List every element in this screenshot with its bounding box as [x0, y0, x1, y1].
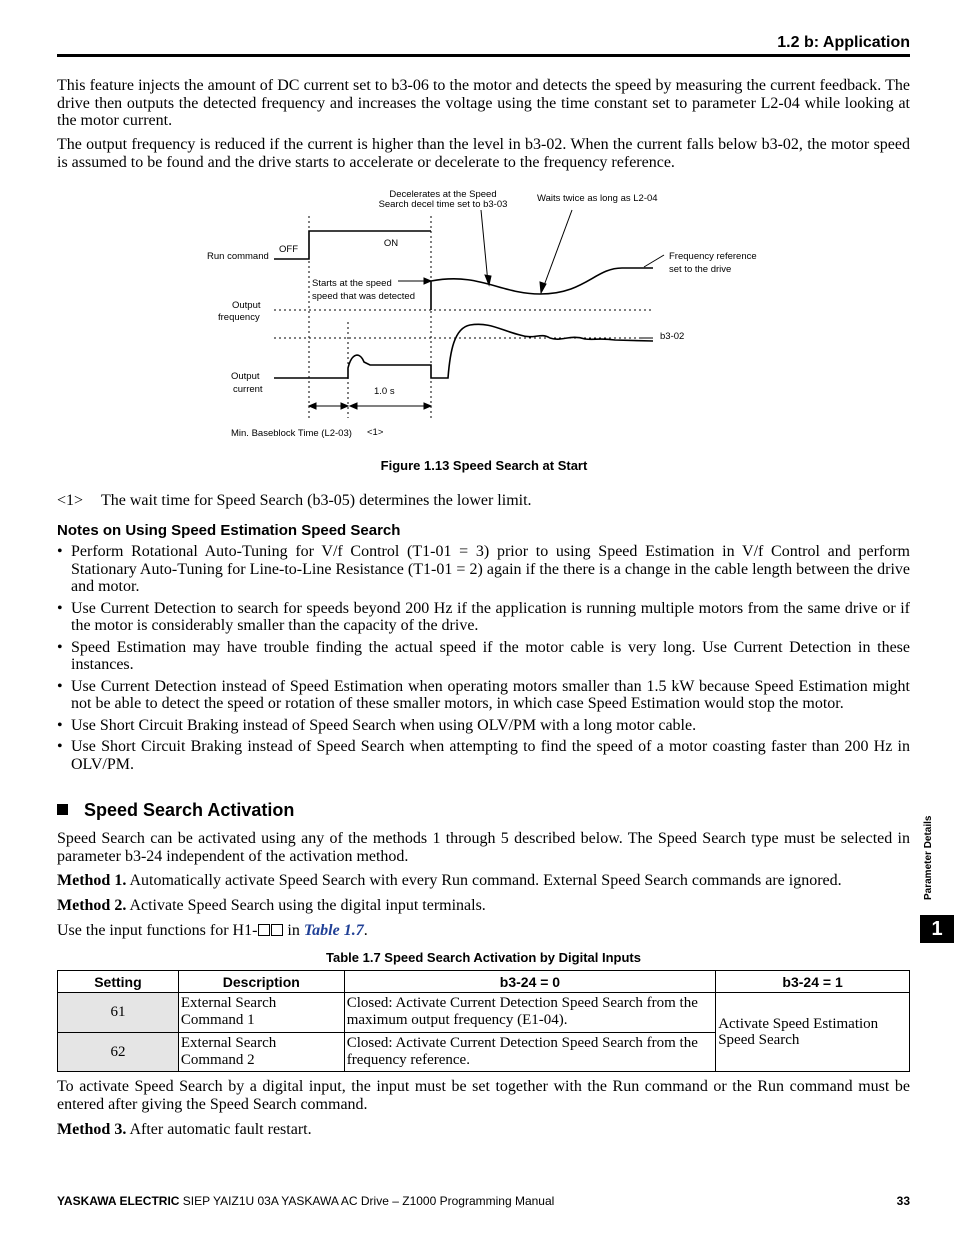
label-decel-line2: Search decel time set to b3-03 — [378, 199, 508, 210]
intro-paragraph-2: The output frequency is reduced if the current is higher than the level in b3-02. When the current falls below b3-02, the motor speed is assumed to be found and the drive starts to accelerate or decelerate to the frequency reference. — [57, 136, 910, 171]
table-cell-setting: 61 — [58, 993, 179, 1033]
table-header-b3-24-1: b3-24 = 1 — [716, 971, 910, 993]
label-starts-line2: speed that was detected — [312, 291, 415, 302]
one-second-arrow-right — [424, 403, 431, 409]
digital-input-paragraph: To activate Speed Search by a digital input, the input must be set together with the Run command or the Run command must be entered after giving the Speed Search command. — [57, 1078, 910, 1113]
table-header-setting: Setting — [58, 971, 179, 993]
label-output-freq-line1: Output — [232, 300, 261, 311]
side-section-label: Parameter Details — [923, 815, 934, 900]
method-3-text: After automatic fault restart. — [126, 1121, 312, 1138]
input-functions-suffix: . — [363, 922, 368, 939]
list-item: • Use Current Detection instead of Speed Estimation when operating motors smaller than 1.5 kW because Speed Estimation might not be able to detect the speed or rotation of these smaller motors, in which case Speed Estimation would stop the motor. — [57, 678, 910, 713]
table-cell-setting: 62 — [58, 1033, 179, 1072]
method-3-label: Method 3. — [57, 1121, 127, 1138]
label-note-ref: <1> — [367, 427, 384, 438]
baseblock-arrow-right — [341, 403, 348, 409]
footer-text: SIEP YAIZ1U 03A YASKAWA AC Drive – Z1000 Programming Manual — [179, 1194, 555, 1208]
table-cell-b3-24-0: Closed: Activate Current Detection Speed Search from the maximum output frequency (E1-04). — [344, 993, 715, 1033]
section-heading — [57, 800, 294, 821]
footer-brand: YASKAWA ELECTRIC — [57, 1194, 180, 1208]
label-waits: Waits twice as long as L2-04 — [537, 193, 658, 204]
waits-pointer-head — [540, 282, 546, 293]
table-cell-description: External Search Command 1 — [178, 993, 344, 1033]
method-2-label: Method 2. — [57, 897, 127, 914]
label-output-freq-line2: frequency — [218, 312, 260, 323]
section-square-icon — [57, 804, 68, 815]
list-item: • Speed Estimation may have trouble finding the actual speed if the motor cable is very long. Use Current Detection in these instances. — [57, 639, 910, 674]
page-footer — [57, 1194, 554, 1208]
label-min-baseblock: Min. Baseblock Time (L2-03) — [231, 428, 352, 439]
list-item: • Use Short Circuit Braking instead of Speed Search when using OLV/PM with a long motor cable. — [57, 717, 910, 735]
label-run-command: Run command — [207, 251, 269, 262]
input-functions-prefix: Use the input functions for H1- — [57, 922, 258, 939]
table-header-b3-24-0: b3-24 = 0 — [344, 971, 715, 993]
list-item: • Perform Rotational Auto-Tuning for V/f Control (T1-01 = 3) prior to using Speed Estimation in V/f Control and perform Stationary Auto-Tuning for Line-to-Line Resistance (T1-01 = 2) again if the there is a change in the cable length between the drive and motor. — [57, 543, 910, 596]
decel-pointer-line — [481, 210, 488, 283]
method-1-label: Method 1. — [57, 872, 127, 889]
label-output-current-line2: current — [233, 384, 263, 395]
one-second-arrow-left — [350, 403, 357, 409]
freq-ref-pointer-line — [644, 255, 664, 267]
speed-search-table — [57, 970, 910, 1072]
label-starts-line1: Starts at the speed — [312, 278, 392, 289]
method-2-paragraph — [57, 897, 910, 915]
page-number: 33 — [896, 1194, 910, 1208]
footnote-mark: <1> — [57, 492, 84, 509]
method-1-text: Automatically activate Speed Search with every Run command. External Speed Search commands are ignored. — [126, 872, 842, 889]
table-caption: Table 1.7 Speed Search Activation by Digital Inputs — [326, 950, 641, 965]
input-functions-paragraph — [57, 922, 910, 940]
figure-caption: Figure 1.13 Speed Search at Start — [380, 458, 588, 473]
figure-footnote — [57, 492, 532, 510]
table-1-7-link[interactable]: Table 1.7 — [303, 922, 364, 939]
guide-lines — [274, 216, 653, 418]
label-freq-ref-line1: Frequency reference — [669, 251, 757, 262]
list-item: • Use Short Circuit Braking instead of Speed Search when attempting to find the speed of a motor coasting faster than 200 Hz in OLV/PM. — [57, 738, 910, 773]
label-on: ON — [383, 238, 399, 249]
page-section-title: 1.2 b: Application — [777, 34, 910, 51]
baseblock-arrow-left — [309, 403, 316, 409]
speed-search-timing-diagram — [200, 182, 770, 444]
table-header-description: Description — [178, 971, 344, 993]
label-one-second: 1.0 s — [374, 386, 395, 397]
placeholder-box-icon — [258, 924, 270, 936]
method-2-text: Activate Speed Search using the digital input terminals. — [126, 897, 486, 914]
activation-paragraph: Speed Search can be activated using any of the methods 1 through 5 described below. The Speed Search type must be selected in parameter b3-24 independent of the activation method. — [57, 830, 910, 865]
table-header-row — [58, 971, 910, 993]
placeholder-box-icon — [271, 924, 283, 936]
waits-pointer-line — [542, 210, 572, 291]
notes-heading: Notes on Using Speed Estimation Speed Search — [57, 522, 401, 539]
chapter-tab: 1 — [920, 915, 954, 943]
method-3-paragraph — [57, 1121, 910, 1139]
header-rule — [57, 54, 910, 57]
table-cell-description: External Search Command 2 — [178, 1033, 344, 1072]
label-output-current-line1: Output — [231, 371, 260, 382]
notes-list — [57, 543, 910, 777]
footnote-text: The wait time for Speed Search (b3-05) determines the lower limit. — [101, 492, 532, 509]
label-b3-02: b3-02 — [660, 331, 685, 342]
label-freq-ref-line2: set to the drive — [669, 264, 732, 275]
section-heading-text: Speed Search Activation — [84, 800, 295, 820]
table-cell-b3-24-0: Closed: Activate Current Detection Speed Search from the frequency reference. — [344, 1033, 715, 1072]
starts-pointer-head — [424, 278, 431, 284]
table-row — [58, 993, 910, 1033]
list-item: • Use Current Detection to search for speeds beyond 200 Hz if the application is running multiple motors from the same drive or if the motor is considerably smaller than the capacity of the drive. — [57, 600, 910, 635]
method-1-paragraph — [57, 872, 910, 890]
intro-paragraph-1: This feature injects the amount of DC current set to b3-06 to the motor and detects the speed by measuring the current feedback. The drive then outputs the detected frequency and increases the voltage using the time constant set to parameter L2-04 while looking at the motor current. — [57, 77, 910, 129]
output-current-curve — [274, 324, 653, 378]
label-decel-line1: Decelerates at the Speed — [389, 189, 497, 200]
input-functions-in: in — [283, 922, 304, 939]
table-cell-b3-24-1: Activate Speed Estimation Speed Search — [716, 993, 910, 1072]
label-off: OFF — [279, 244, 298, 255]
